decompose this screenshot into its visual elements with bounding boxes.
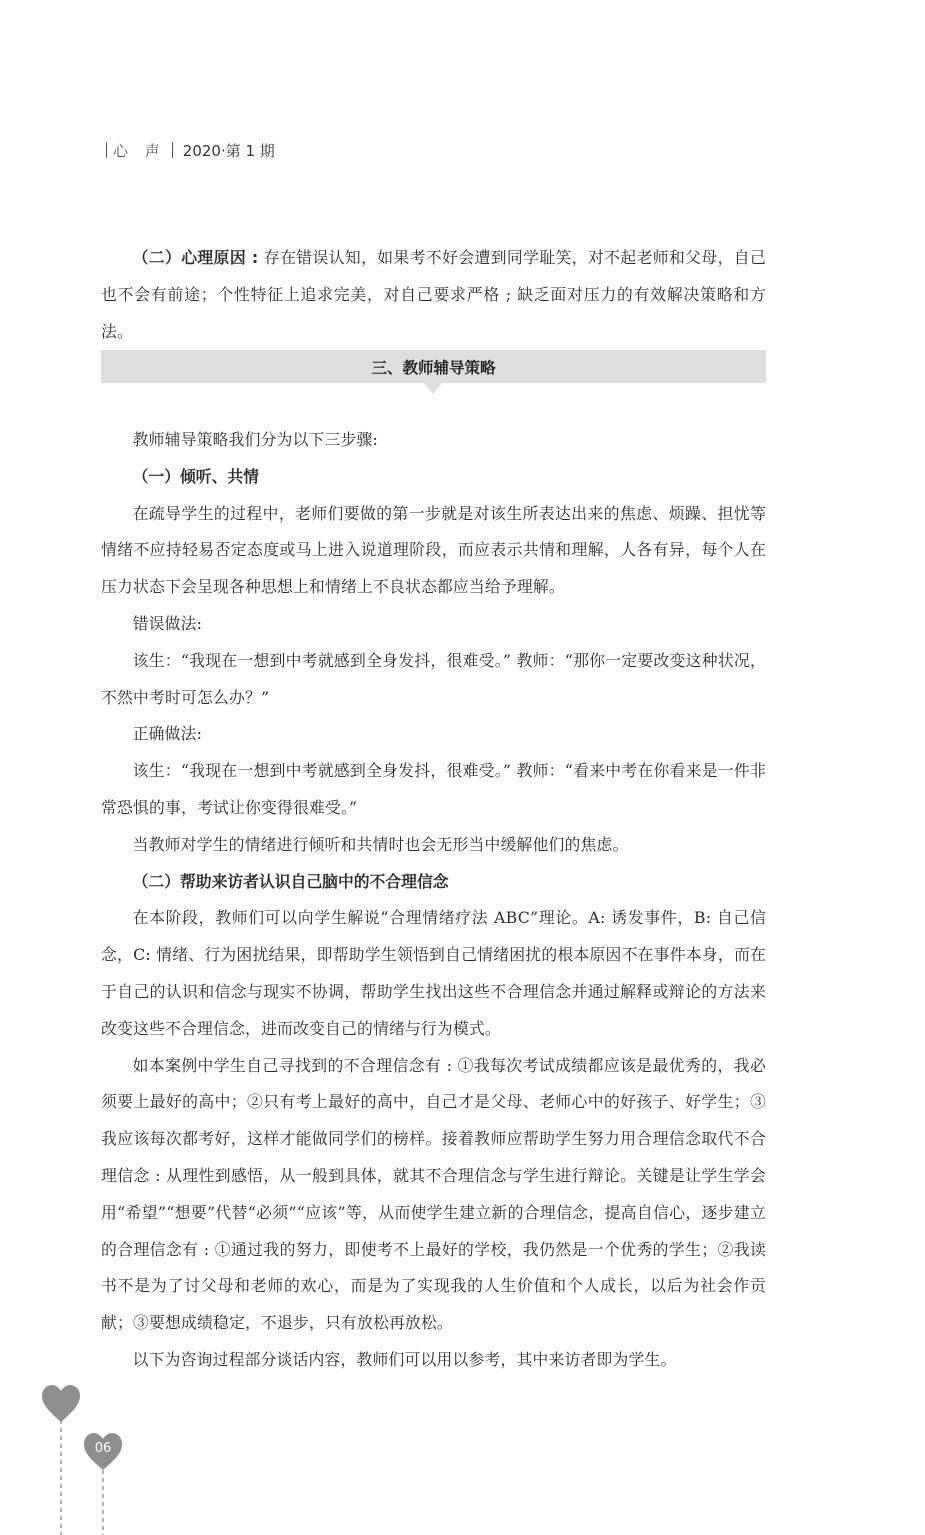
column-name: 心 声 — [113, 141, 166, 160]
psychological-cause-paragraph — [101, 240, 766, 350]
case-beliefs-paragraph: 如本案例中学生自己寻找到的不合理信念有 : ①我每次考试成绩都应该是最优秀的，我必须要上最好的高中；②只有考上最好的高中，自己才是父母、老师心中的好孩子、好学生；③我应该每次都考好，这样才能做同学们的榜样。接着教师应帮助学生努力用合理信念取代不合理信念 : 从理性到感悟，从一般到具体，就其不合理信念与学生进行辩论。关键是让学生学会用“希望”“想要”代替“必须”“应该”等，从而使学生建立新的合理信念，提高自信心，逐步建立的合理信念有 : ①通过我的努力，即使考不上最好的学校，我仍然是一个优秀的学生；②我读书不是为了讨父母和老师的欢心，而是为了实现我的人生价值和个人成长，以后为社会作贡献；③要想成绩稳定，不退步，只有放松再放松。 — [101, 1055, 766, 1333]
right-approach-label: 正确做法: — [132, 724, 203, 744]
section-heading-band — [101, 350, 766, 383]
empathy-effect-paragraph: 当教师对学生的情绪进行倾听和共情时也会无形当中缓解他们的焦虑。 — [132, 834, 629, 854]
heading-notch — [424, 383, 442, 394]
running-head — [100, 138, 275, 162]
heart-icon — [42, 1385, 80, 1422]
header-divider — [172, 142, 173, 158]
heart-decoration — [0, 1380, 160, 1535]
listening-paragraph: 在疏导学生的过程中，老师们要做的第一步就是对该生所表达出来的焦虑、烦躁、担忧等情绪不应持轻易否定态度或马上进入说道理阶段，而应表示共情和理解，人各有异，每个人在压力状态下会呈现各种思想上和情绪上不良状态都应当给予理解。 — [101, 503, 766, 597]
subheading-irrational-beliefs: （二）帮助来访者认识自己脑中的不合理信念 — [132, 871, 449, 891]
page-number: 06 — [94, 1441, 112, 1456]
subheading-listen-empathize: （一）倾听、共情 — [132, 466, 259, 486]
section-title: 三、教师辅导策略 — [371, 358, 496, 377]
psychological-cause-text: 存在错误认知，如果考不好会遭到同学耻笑，对不起老师和父母，自己也不会有前途；个性特征上追求完美，对自己要求严格 ; 缺乏面对压力的有效解决策略和方法。 — [101, 248, 766, 341]
dialogue-intro-paragraph: 以下为咨询过程部分谈话内容，教师们可以用以参考，其中来访者即为学生。 — [132, 1349, 677, 1369]
right-approach-dialogue: 该生：“我现在一想到中考就感到全身发抖，很难受。” 教师：“看来中考在你看来是一件非常恐惧的事，考试让你变得很难受。” — [101, 761, 766, 817]
issue-label: 2020·第 1 期 — [182, 141, 275, 160]
strategy-body — [101, 422, 766, 1379]
wrong-approach-dialogue: 该生：“我现在一想到中考就感到全身发抖，很难受。” 教师：“那你一定要改变这种状况，不然中考时可怎么办？” — [101, 650, 766, 707]
strategy-intro: 教师辅导策略我们分为以下三步骤: — [132, 430, 379, 449]
header-divider — [106, 142, 107, 158]
psychological-cause-heading: （二）心理原因 : — [132, 248, 259, 267]
wrong-approach-label: 错误做法: — [132, 613, 203, 633]
abc-theory-paragraph: 在本阶段，教师们可以向学生解说“合理情绪疗法 ABC”理论。A: 诱发事件，B: 自己信念，C: 情绪、行为困扰结果，即帮助学生领悟到自己情绪困扰的根本原因不在事件本身，而在于自己的认识和信念与现实不协调，帮助学生找出这些不合理信念并通过解释或辩论的方法来改变这些不合理信念，进而改变自己的情绪与行为模式。 — [101, 908, 766, 1038]
page-body — [101, 240, 766, 350]
